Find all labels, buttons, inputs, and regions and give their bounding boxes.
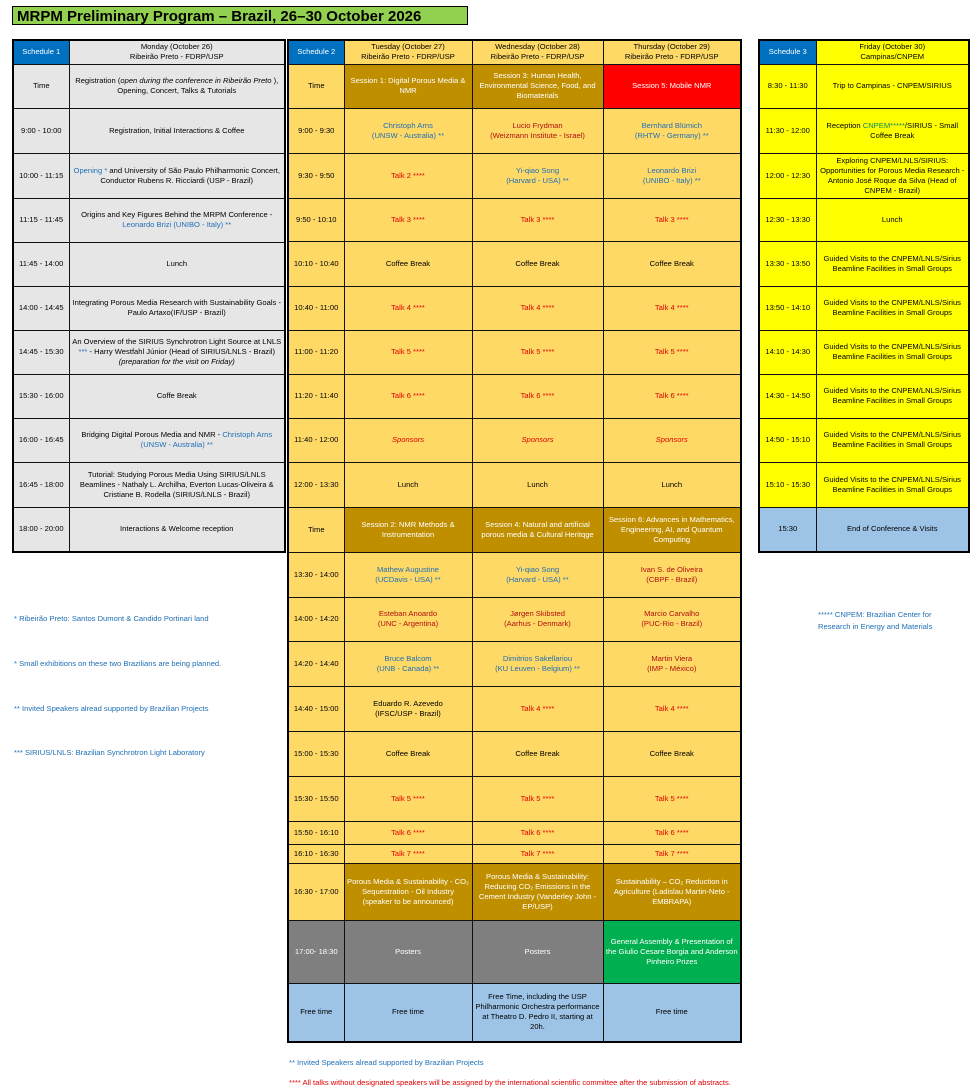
time-cell: 11:20 - 11:40 [288,374,344,418]
event-cell [603,552,741,597]
event-text: Guided Visits to the CNPEM/LNLS/Sirius Beamline Facilities in Small Groups [823,298,961,317]
time-cell: 9:50 - 10:10 [288,198,344,241]
time-cell: 11:30 - 12:00 [759,108,816,153]
event-text: Talk 4 **** [391,303,425,312]
speaker-name: Ivan S. de Oliveira (CBPF - Brazil) [640,564,703,584]
event-cell [603,418,741,462]
event-text: Guided Visits to the CNPEM/LNLS/Sirius Beamline Facilities in Small Groups [823,253,961,273]
speaker-name: Jørgen Skibsted (Aarhus - Denmark) [504,609,571,628]
event-cell [69,507,285,552]
schedule-row [13,153,285,198]
time-cell: 10:40 - 11:00 [288,286,344,330]
event-cell [344,641,472,686]
event-text: Integrating Porous Media Research with Sustainability Goals - Paulo Artaxo(IF/USP - Brazil) [72,298,281,317]
event-text: Posters [524,946,551,956]
event-text: Free Time, including the USP Philharmonic Orchestra performance at Theatro D. Pedro II, starting at 20h. [475,992,600,1032]
schedule-row [759,286,969,330]
speaker-name: Esteban Anoardo (UNC - Argentina) [377,609,439,628]
event-cell [472,241,603,286]
note-invited-speakers: ** Invited Speakers alread supported by Brazilian Projects [14,704,209,713]
event-cell [472,330,603,374]
event-cell [472,776,603,821]
event-cell [472,686,603,731]
event-text: Talk 4 **** [520,703,555,713]
event-text: Talk 6 **** [391,827,425,837]
event-cell [344,731,472,776]
event-cell [344,198,472,241]
schedule-row [13,462,285,507]
event-text: Guided Visits to the CNPEM/LNLS/Sirius Beamline Facilities in Small Groups [823,342,961,361]
event-text: Talk 6 **** [520,391,555,400]
event-text: ), Opening, Concert, Talks & Tutorials [117,76,279,95]
time-cell: 13:30 - 14:00 [288,552,344,597]
event-cell [603,821,741,844]
time-cell: 9:00 - 9:30 [288,108,344,153]
event-text: Bridging Digital Porous Media and NMR - [81,430,223,439]
event-cell [69,418,285,462]
event-text: Eduardo R. Azevedo (IFSC/USP - Brazil) [373,698,443,718]
event-text: Lunch [881,214,903,224]
event-text: Coffee Break [385,748,431,758]
time-cell: 15:10 - 15:30 [759,462,816,507]
schedule-row [288,552,741,597]
speaker-name: Leonardo Brizi (UNIBO - Italy) ** [122,220,232,229]
event-text: /SIRIUS - Small Coffee Break [870,120,959,140]
event-cell [344,983,472,1042]
time-cell: 14:00 - 14:20 [288,597,344,641]
event-cell [344,462,472,507]
event-cell [472,597,603,641]
schedule-row [288,330,741,374]
schedule-row [759,462,969,507]
speaker-name: Christoph Arns (UNSW - Australia) ** [140,430,273,449]
schedule-row [759,507,969,552]
footnote-invited-speakers: ** Invited Speakers alread supported by Brazilian Projects [289,1058,484,1067]
event-text: - Harry Westfahl Júnior (Head of SIRIUS/LNLS - Brazil) [87,347,276,356]
event-cell [344,597,472,641]
schedule-3-table [758,39,970,553]
event-cell [603,686,741,731]
day-header: Monday (October 26) Ribeirão Preto - FDRP/USP [69,40,285,64]
time-cell: 9:00 - 10:00 [13,108,69,153]
event-text: (preparation for the visit on Friday) [118,357,235,366]
event-text: Talk 5 **** [654,347,689,356]
schedule-row [288,108,741,153]
event-cell [816,108,969,153]
event-cell [816,241,969,286]
event-text: Tutorial: Studying Porous Media Using SIRIUS/LNLS Beamlines - Nathaly L. Archilha, Everton Lucas-Oliveira & Cristiane B. Rodella (SIRIUS/LNLS - Brazil) [79,469,274,499]
event-text: Posters [395,946,421,956]
time-cell: Time [13,64,69,108]
event-cell [603,731,741,776]
event-cell [603,920,741,983]
event-text: Sponsors [655,435,688,444]
speaker-name: Lucio Frydman (Weizmann Institute - Israel) [490,120,585,140]
event-cell [472,507,603,552]
event-cell [472,641,603,686]
note-exhibitions: * Small exhibitions on these two Brazilians are being planned. [14,659,222,668]
time-cell: 16:00 - 16:45 [13,418,69,462]
event-cell [344,920,472,983]
day-header: Wednesday (October 28) Ribeirão Preto - FDRP/USP [472,40,603,64]
schedule-row [288,686,741,731]
speaker-name: Martin Viera (IMP - México) [647,653,697,673]
time-cell: 13:50 - 14:10 [759,286,816,330]
event-text: Talk 4 **** [654,703,689,713]
schedule-row [288,153,741,198]
event-cell [472,920,603,983]
event-cell [603,374,741,418]
footnote-unassigned-talks: **** All talks without designated speakers will be assigned by the international scientific committee after the submission of abstracts. [289,1078,731,1087]
speaker-name: Bruce Balcom (UNB - Canada) ** [376,653,440,673]
event-text: Sponsors [391,435,425,444]
time-cell: 8:30 - 11:30 [759,64,816,108]
schedule-row [288,776,741,821]
schedule-row [288,374,741,418]
event-cell [603,641,741,686]
schedule-row [288,597,741,641]
event-cell [603,108,741,153]
event-cell [69,153,285,198]
schedule-row [288,844,741,863]
speaker-name: Bernhard Blümich (RHTW - Germany) ** [634,120,709,140]
event-text: Lunch [397,479,419,489]
note-ribeirao-preto: * Ribeirão Preto: Santos Dumont & Candido Portinari land [14,614,209,623]
event-cell [603,241,741,286]
time-cell: Time [288,507,344,552]
schedule-row [759,64,969,108]
time-cell: 14:45 - 15:30 [13,330,69,374]
event-text: Talk 3 **** [391,214,425,224]
event-text: Session 4: Natural and artificial porous media & Cultural Heritqge [481,519,594,539]
time-cell: 15:30 - 16:00 [13,374,69,418]
time-cell: Free time [288,983,344,1042]
event-text: Talk 3 **** [654,214,689,224]
event-text: Porous Media & Sustainability - CO₂ Sequestration - Oil Industry (speaker to be announced) [347,876,469,906]
event-cell [816,462,969,507]
speaker-name: Leonardo Brizi (UNIBO - Italy) ** [642,165,701,185]
schedule-row [13,242,285,286]
schedule-row [288,920,741,983]
event-text: Free time [391,1007,425,1017]
event-cell [816,198,969,241]
speaker-name: Yi-qiao Song (Harvard - USA) ** [506,564,569,584]
schedule-row [13,330,285,374]
header-row [759,40,969,64]
event-cell [472,418,603,462]
schedule-row [288,731,741,776]
schedule-row [759,418,969,462]
schedule-row [288,983,741,1042]
schedule-label: Schedule 2 [288,40,344,64]
event-cell [816,153,969,198]
event-text: Talk 2 **** [391,170,425,180]
event-text: Talk 5 **** [391,347,425,356]
event-cell [344,686,472,731]
event-cell [344,844,472,863]
event-cell [344,552,472,597]
event-cell [603,983,741,1042]
time-cell: 16:45 - 18:00 [13,462,69,507]
event-cell [472,731,603,776]
event-cell [69,286,285,330]
event-text: Guided Visits to the CNPEM/LNLS/Sirius Beamline Facilities in Small Groups [823,474,961,494]
header-row [288,40,741,64]
event-cell [344,821,472,844]
event-text: Session 3: Human Health, Environmental Science, Food, and Biomaterials [479,71,596,100]
time-cell: 16:10 - 16:30 [288,844,344,863]
event-cell [603,198,741,241]
time-cell: 14:50 - 15:10 [759,418,816,462]
schedule-row [288,418,741,462]
event-cell [69,330,285,374]
event-text: and University of São Paulo Philharmonic Concert, Conductor Rubens R. Ricciardi (USP - Brazil) [100,165,280,185]
event-cell [69,198,285,242]
time-cell: 17:00- 18:30 [288,920,344,983]
event-text: Free time [655,1007,688,1017]
time-cell: 14:20 - 14:40 [288,641,344,686]
event-cell [344,330,472,374]
event-text: Coffee Break [515,748,560,758]
event-cell [816,330,969,374]
time-cell: 11:15 - 11:45 [13,198,69,242]
event-cell [603,776,741,821]
event-cell [344,241,472,286]
time-cell: 14:40 - 15:00 [288,686,344,731]
event-text: Talk 4 **** [654,303,689,312]
time-cell: 11:00 - 11:20 [288,330,344,374]
time-cell: 14:30 - 14:50 [759,374,816,418]
schedule-label: Schedule 3 [759,40,816,64]
event-cell [472,863,603,920]
event-text: Session 5: Mobile NMR [632,81,712,90]
schedule-row [759,241,969,286]
speaker-name: Yi-qiao Song (Harvard - USA) ** [506,165,569,185]
schedule-row [759,198,969,241]
schedule-row [13,108,285,153]
time-cell: 12:00 - 13:30 [288,462,344,507]
event-cell [69,462,285,507]
schedule-row [13,418,285,462]
event-cell [472,153,603,198]
event-cell [603,507,741,552]
event-text: Talk 7 **** [654,848,689,858]
day-header: Thursday (October 29) Ribeirão Preto - FDRP/USP [603,40,741,64]
event-cell [344,153,472,198]
event-text: Talk 3 **** [520,214,555,224]
event-text: Lunch [661,479,683,489]
event-cell [816,374,969,418]
event-cell [472,462,603,507]
time-cell: 15:30 - 15:50 [288,776,344,821]
event-text: Interactions & Welcome reception [120,524,234,534]
time-cell: 13:30 - 13:50 [759,241,816,286]
event-cell [816,418,969,462]
event-cell [344,776,472,821]
time-cell: 12:00 - 12:30 [759,153,816,198]
event-text: Talk 6 **** [654,391,689,400]
event-text: Talk 6 **** [520,827,555,837]
schedule-row [288,863,741,920]
event-cell [472,64,603,108]
event-cell [344,64,472,108]
speaker-name: Dimitrios Sakellariou (KU Leuven - Belgium) ** [495,653,580,673]
event-cell [69,108,285,153]
event-text: Coffee Break [515,258,560,268]
event-cell [472,844,603,863]
time-cell: 18:00 - 20:00 [13,507,69,552]
event-text: Porous Media & Sustainability: Reducing CO₂ Emissions in the Cement Industry (Vanderley John - EP/USP) [478,871,597,911]
time-cell: 15:00 - 15:30 [288,731,344,776]
event-cell [69,242,285,286]
event-text: Guided Visits to the CNPEM/LNLS/Sirius Beamline Facilities in Small Groups [823,430,961,449]
schedule-2-table [287,39,742,1043]
event-text: Talk 5 **** [520,793,555,803]
event-cell [344,507,472,552]
event-text: Guided Visits to the CNPEM/LNLS/Sirius Beamline Facilities in Small Groups [823,386,961,405]
schedule-row [13,64,285,108]
note-sirius-lnls: *** SIRIUS/LNLS: Brazilian Synchrotron Light Laboratory [14,748,205,757]
event-cell [69,374,285,418]
time-cell: 11:40 - 12:00 [288,418,344,462]
event-text: Session 1: Digital Porous Media & NMR [350,76,466,95]
schedule-row [288,241,741,286]
event-cell [472,286,603,330]
speaker-name: *** [78,347,88,356]
time-cell: 14:00 - 14:45 [13,286,69,330]
event-cell [344,286,472,330]
event-cell [603,597,741,641]
event-cell [69,64,285,108]
event-text: General Assembly & Presentation of the Giulio Cesare Borgia and Anderson Pinheiro Prizes [605,936,738,966]
event-cell [603,462,741,507]
event-text: Talk 7 **** [391,848,425,858]
time-cell: 15:50 - 16:10 [288,821,344,844]
event-cell [603,64,741,108]
event-text: End of Conference & Visits [846,524,938,534]
event-text: Lunch [527,479,548,489]
event-cell [603,330,741,374]
event-cell [472,821,603,844]
event-cell [816,286,969,330]
event-text: Reception [826,120,863,130]
event-text: Talk 5 **** [391,793,425,803]
schedule-row [13,286,285,330]
time-cell: 12:30 - 13:30 [759,198,816,241]
schedule-row [288,641,741,686]
event-cell [603,153,741,198]
event-text: Session 2: NMR Methods & Instrumentation [361,519,455,539]
event-cell [472,983,603,1042]
event-text: Registration ( [75,76,121,85]
schedule-row [13,507,285,552]
event-cell [603,844,741,863]
event-cell [344,863,472,920]
event-text: Talk 6 **** [654,827,689,837]
event-cell [603,863,741,920]
event-cell [472,552,603,597]
event-text: Talk 7 **** [520,848,555,858]
event-cell [344,418,472,462]
schedule-row [288,286,741,330]
event-cell [816,507,969,552]
time-cell: 15:30 [759,507,816,552]
schedule-row [288,462,741,507]
time-cell: 16:30 - 17:00 [288,863,344,920]
event-cell [472,198,603,241]
speaker-name: Mathew Augustine (UCDavis - USA) ** [375,564,441,584]
page-title: MRPM Preliminary Program – Brazil, 26–30 October 2026 [12,6,468,25]
event-text: CNPEM***** [862,120,905,130]
event-text: open during the conference in Ribeirão Preto [120,76,272,85]
schedule-row [759,153,969,198]
event-text: Origins and Key Figures Behind the MRPM Conference - [81,210,273,219]
note-cnpem: ***** CNPEM: Brazilian Center for Research in Energy and Materials [818,610,933,631]
day-header: Friday (October 30) Campinas/CNPEM [816,40,969,64]
event-text: Coffee Break [649,748,694,758]
time-cell: 11:45 - 14:00 [13,242,69,286]
time-cell: 9:30 - 9:50 [288,153,344,198]
schedule-row [759,374,969,418]
schedule-row [288,507,741,552]
event-text: Session 6: Advances in Mathematics, Engineering, AI, and Quantum Computing [608,514,735,544]
event-text: Sustainability – CO₂ Reduction in Agriculture (Ladislau Martin-Neto - EMBRAPA) [613,876,730,906]
time-cell: Time [288,64,344,108]
event-text: Talk 6 **** [391,391,425,400]
event-text: Talk 5 **** [520,347,555,356]
schedule-row [288,198,741,241]
event-cell [472,374,603,418]
event-text: Talk 4 **** [520,303,555,312]
event-text: Talk 5 **** [654,793,689,803]
schedule-row [288,64,741,108]
schedule-row [759,330,969,374]
event-cell [344,374,472,418]
event-text: Registration, Initial Interactions & Coffee [109,125,245,135]
event-text: Sponsors [521,435,554,444]
event-cell [603,286,741,330]
time-cell: 14:10 - 14:30 [759,330,816,374]
event-text: Exploring CNPEM/LNLS/SIRIUS: Opportunities for Porous Media Research - Antonio José Roque da Silva (Head of CNPEM - Brazil) [820,155,965,195]
speaker-name: Christoph Arns (UNSW - Australia) ** [371,120,445,140]
schedule-row [759,108,969,153]
schedule-label: Schedule 1 [13,40,69,64]
header-row [13,40,285,64]
day-header: Tuesday (October 27) Ribeirão Preto - FDRP/USP [344,40,472,64]
event-text: Coffee Break [649,258,694,268]
event-cell [816,64,969,108]
event-text: Lunch [166,259,188,268]
time-cell: 10:00 - 11:15 [13,153,69,198]
event-text: An Overview of the SIRIUS Synchrotron Light Source at LNLS [72,337,282,346]
speaker-name: Marcio Carvalho (PUC-Rio - Brazil) [641,609,703,628]
event-cell [472,108,603,153]
schedule-row [288,821,741,844]
event-text: Trip to Campinas - CNPEM/SIRIUS [832,81,952,90]
time-cell: 10:10 - 10:40 [288,241,344,286]
speaker-name: Opening * [73,165,108,175]
schedule-row [13,198,285,242]
event-text: Coffe Break [156,391,197,400]
schedule-row [13,374,285,418]
event-cell [344,108,472,153]
schedule-1-table [12,39,286,553]
event-text: Coffee Break [385,258,431,268]
